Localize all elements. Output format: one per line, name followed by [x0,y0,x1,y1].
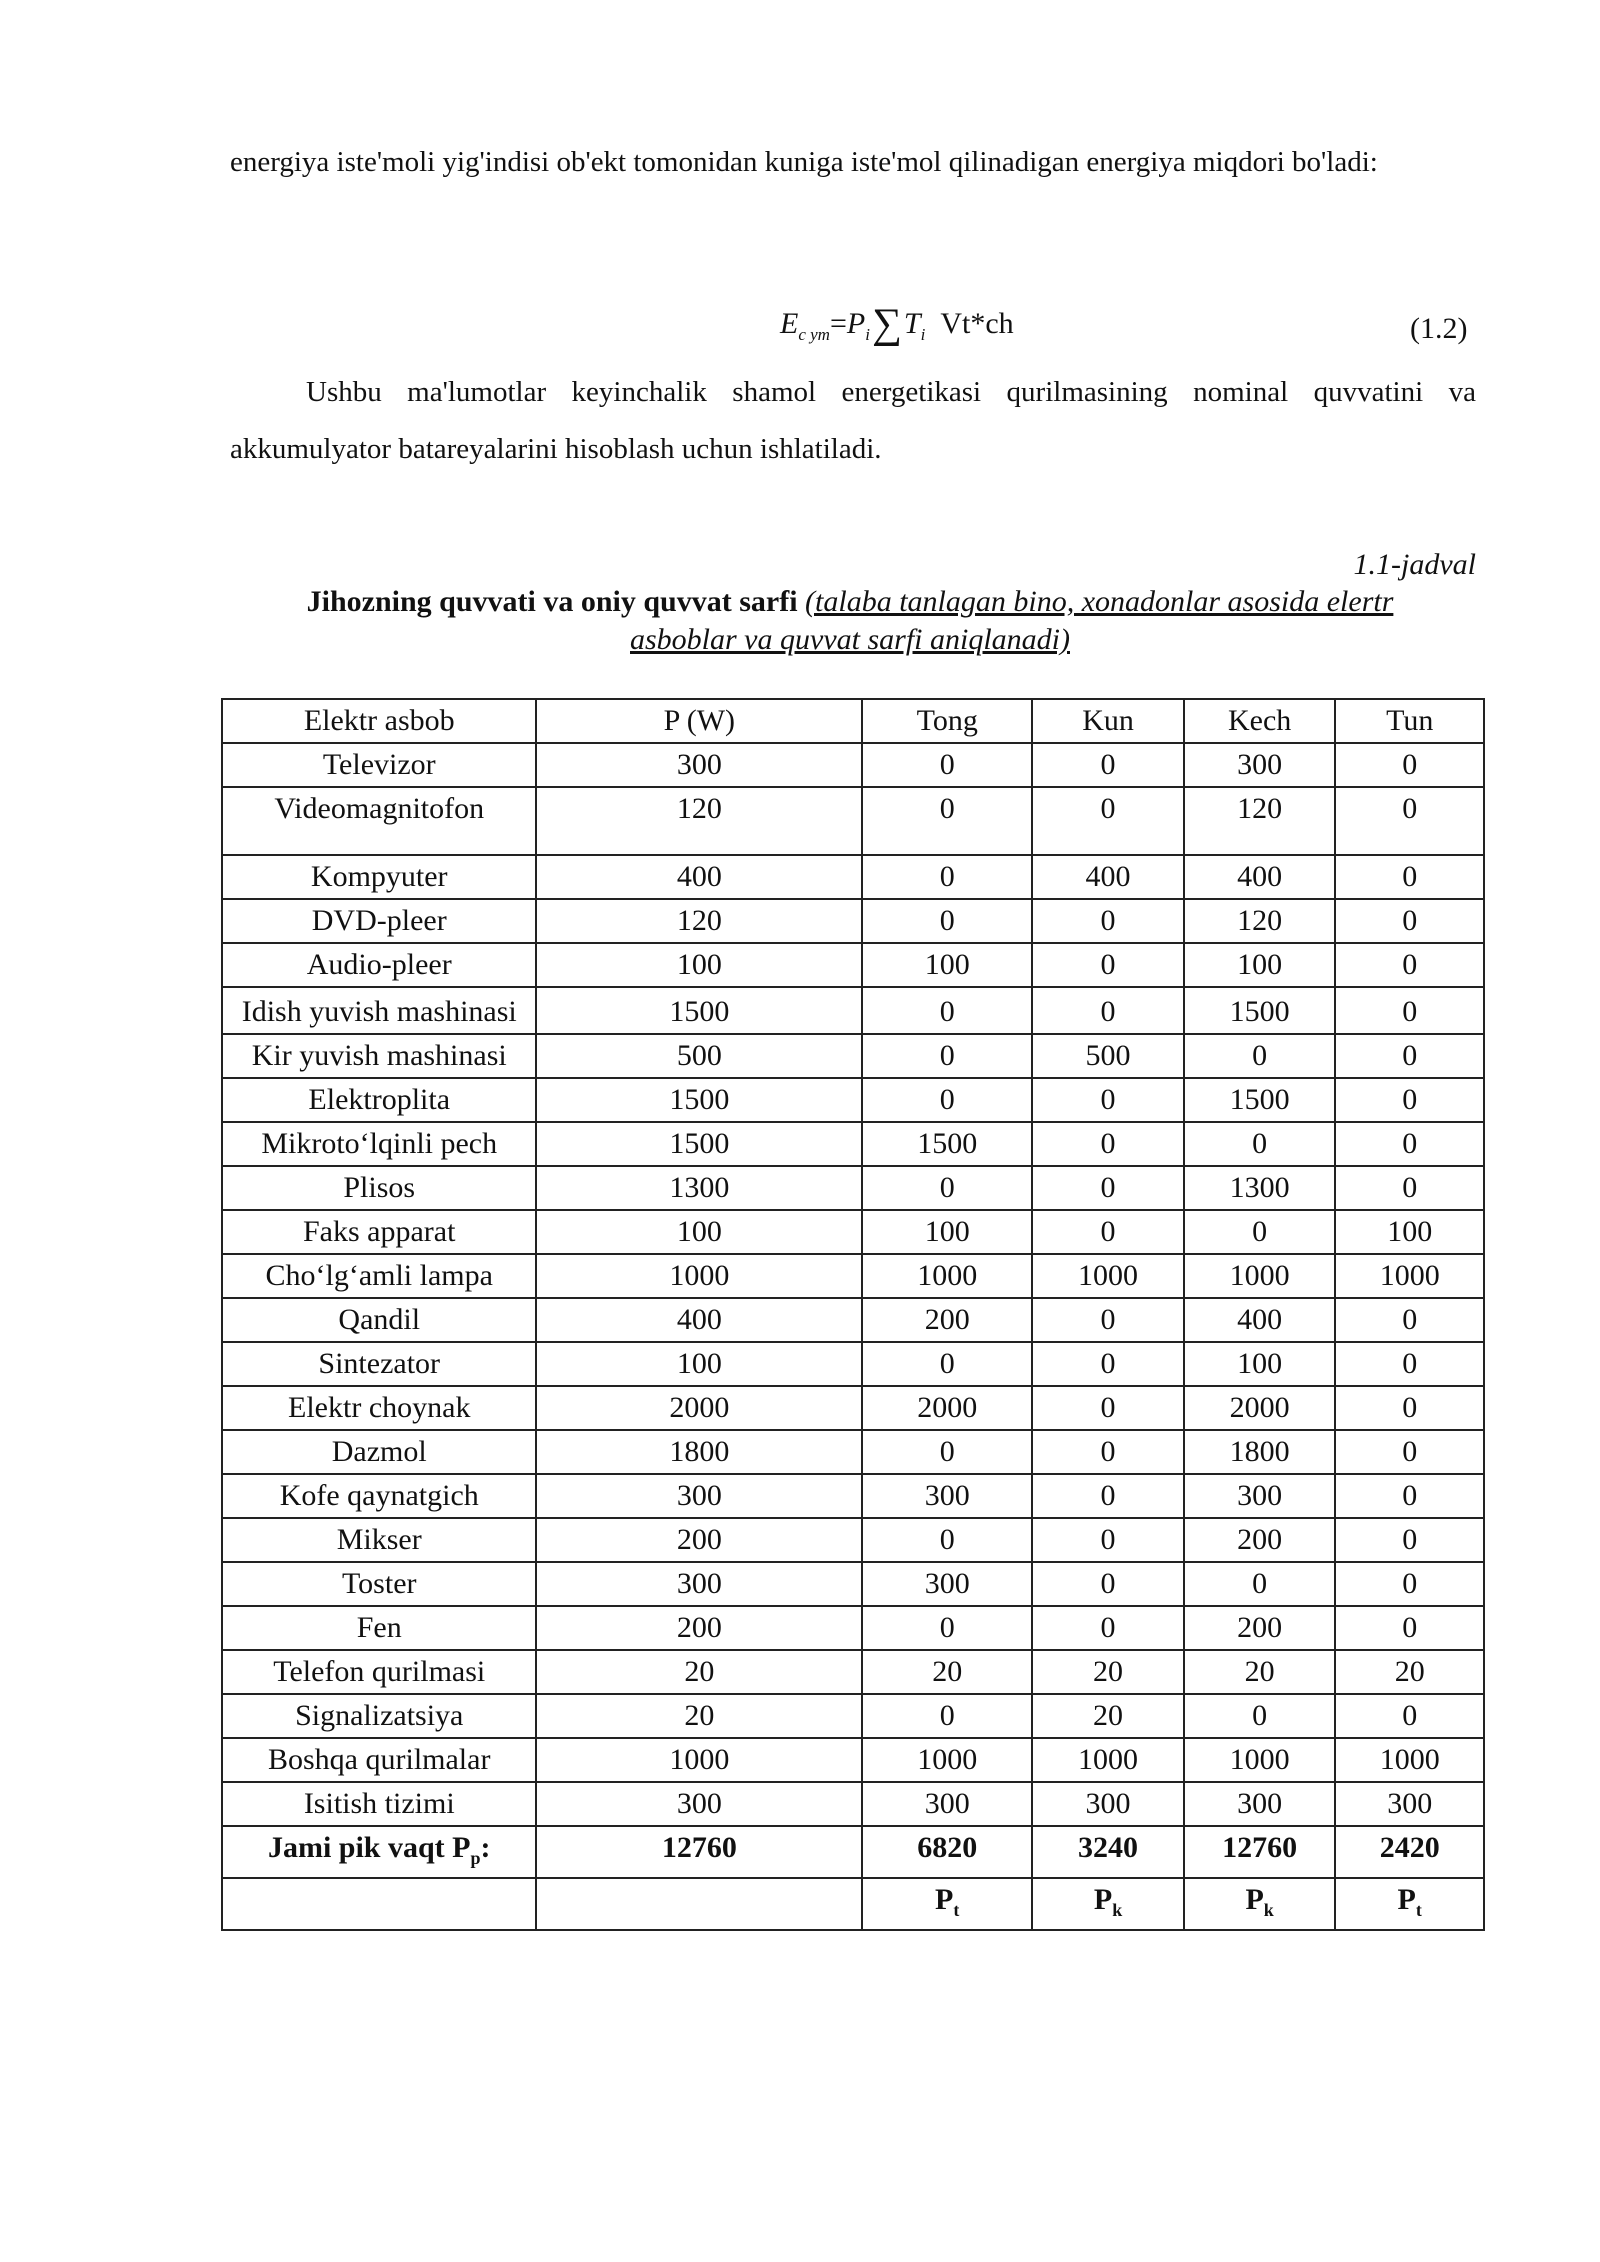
cell-power: 1300 [536,1166,862,1210]
total-morning: 6820 [862,1826,1032,1878]
cell-morning: 300 [862,1782,1032,1826]
cell-night: 0 [1335,1034,1484,1078]
cell-evening: 0 [1184,1210,1336,1254]
cell-night: 0 [1335,899,1484,943]
formula-t-subscript: i [920,325,926,344]
cell-evening: 100 [1184,943,1336,987]
table-row [222,1606,1484,1650]
header-morning: Tong [862,699,1032,743]
cell-appliance: Sintezator [222,1342,536,1386]
table-row [222,855,1484,899]
table-row [222,1166,1484,1210]
cell-power: 500 [536,1034,862,1078]
table-row [222,1342,1484,1386]
cell-day: 0 [1032,1298,1184,1342]
cell-appliance: Plisos [222,1166,536,1210]
cell-night: 1000 [1335,1738,1484,1782]
cell-night: 100 [1335,1210,1484,1254]
cell-evening: 120 [1184,787,1336,855]
table-row [222,1430,1484,1474]
cell-morning: 1000 [862,1254,1032,1298]
total-night: 2420 [1335,1826,1484,1878]
cell-day: 0 [1032,899,1184,943]
formula-e: E [780,307,799,340]
cell-power: 100 [536,1342,862,1386]
cell-morning: 0 [862,1034,1032,1078]
cell-night: 20 [1335,1650,1484,1694]
symbol-base: P [935,1883,954,1916]
cell-morning: 0 [862,1166,1032,1210]
header-power: P (W) [536,699,862,743]
cell-evening: 200 [1184,1606,1336,1650]
total-power: 12760 [536,1826,862,1878]
symbol-subscript: k [1263,1900,1274,1920]
formula-e-subscript: c ym [798,325,830,344]
cell-appliance: Mikser [222,1518,536,1562]
cell-evening: 100 [1184,1342,1336,1386]
cell-day: 0 [1032,943,1184,987]
cell-day: 20 [1032,1650,1184,1694]
cell-night: 0 [1335,1386,1484,1430]
table-row [222,1562,1484,1606]
total-label [222,1826,536,1878]
cell-power: 300 [536,1474,862,1518]
table-row [222,1386,1484,1430]
cell-evening: 0 [1184,1122,1336,1166]
cell-morning: 0 [862,1342,1032,1386]
cell-day: 500 [1032,1034,1184,1078]
total-evening: 12760 [1184,1826,1336,1878]
cell-evening: 20 [1184,1650,1336,1694]
table-row [222,1474,1484,1518]
cell-evening: 1000 [1184,1738,1336,1782]
caption-note: (talaba tanlagan bino, xonadonlar asosida elertr asboblar va quvvat sarfi aniqlanadi) [630,585,1394,656]
cell-night: 0 [1335,943,1484,987]
formula-unit: Vt*ch [940,307,1014,340]
cell-morning: 100 [862,1210,1032,1254]
symbol-night [1335,1878,1484,1930]
cell-morning: 100 [862,943,1032,987]
cell-morning: 300 [862,1474,1032,1518]
cell-appliance: Mikroto‘lqinli pech [222,1122,536,1166]
total-day: 3240 [1032,1826,1184,1878]
cell-evening: 0 [1184,1562,1336,1606]
cell-morning: 20 [862,1650,1032,1694]
cell-day: 0 [1032,1342,1184,1386]
symbol-base: P [1397,1883,1416,1916]
cell-power: 200 [536,1518,862,1562]
cell-power: 300 [536,743,862,787]
symbol-row [222,1878,1484,1930]
table-row [222,1650,1484,1694]
cell-appliance: Fen [222,1606,536,1650]
cell-night: 0 [1335,1298,1484,1342]
cell-evening: 400 [1184,855,1336,899]
usage-paragraph: Ushbu ma'lumotlar keyinchalik shamol energetikasi qurilmasining nominal quvvatini va akkumulyator batareyalarini hisoblash uchun ishlatiladi. [230,376,1476,465]
symbol-subscript: k [1112,1900,1123,1920]
cell-power: 400 [536,855,862,899]
symbol-base: P [1245,1883,1264,1916]
cell-day: 0 [1032,1210,1184,1254]
cell-appliance: Kir yuvish mashinasi [222,1034,536,1078]
table-row [222,1122,1484,1166]
cell-night: 0 [1335,787,1484,855]
cell-morning: 0 [862,1078,1032,1122]
cell-night: 0 [1335,1166,1484,1210]
cell-appliance: Audio-pleer [222,943,536,987]
cell-power: 120 [536,899,862,943]
symbol-empty-cell [222,1878,536,1930]
cell-day: 0 [1032,1166,1184,1210]
symbol-empty-cell [536,1878,862,1930]
cell-morning: 0 [862,1606,1032,1650]
cell-power: 300 [536,1562,862,1606]
table-row [222,987,1484,1034]
cell-morning: 0 [862,855,1032,899]
cell-night: 300 [1335,1782,1484,1826]
cell-morning: 1000 [862,1738,1032,1782]
table-row [222,899,1484,943]
table-row [222,1298,1484,1342]
caption-title: Jihozning quvvati va oniy quvvat sarfi [306,585,798,618]
symbol-morning [862,1878,1032,1930]
cell-morning: 0 [862,1430,1032,1474]
total-row [222,1826,1484,1878]
cell-morning: 1500 [862,1122,1032,1166]
table-row [222,1518,1484,1562]
cell-power: 20 [536,1650,862,1694]
cell-morning: 0 [862,787,1032,855]
cell-evening: 1300 [1184,1166,1336,1210]
cell-day: 300 [1032,1782,1184,1826]
cell-evening: 300 [1184,743,1336,787]
table-row [222,1210,1484,1254]
table-row [222,1034,1484,1078]
cell-day: 0 [1032,987,1184,1034]
equation-number: (1.2) [1410,312,1468,345]
cell-day: 20 [1032,1694,1184,1738]
cell-day: 0 [1032,1474,1184,1518]
cell-appliance: Boshqa qurilmalar [222,1738,536,1782]
cell-appliance: Kofe qaynatgich [222,1474,536,1518]
symbol-evening [1184,1878,1336,1930]
cell-morning: 0 [862,899,1032,943]
cell-morning: 0 [862,1694,1032,1738]
cell-power: 1000 [536,1738,862,1782]
cell-day: 0 [1032,1078,1184,1122]
cell-night: 0 [1335,1342,1484,1386]
table-row [222,1078,1484,1122]
cell-appliance: Signalizatsiya [222,1694,536,1738]
cell-morning: 0 [862,1518,1032,1562]
cell-power: 1500 [536,1078,862,1122]
table-row [222,1254,1484,1298]
cell-day: 0 [1032,1430,1184,1474]
cell-appliance: Videomagnitofon [222,787,536,855]
table-row [222,1738,1484,1782]
cell-appliance: Isitish tizimi [222,1782,536,1826]
cell-evening: 0 [1184,1034,1336,1078]
header-appliance: Elektr asbob [222,699,536,743]
cell-power: 200 [536,1606,862,1650]
cell-power: 120 [536,787,862,855]
cell-appliance: DVD-pleer [222,899,536,943]
cell-evening: 0 [1184,1694,1336,1738]
formula-equals: = [829,307,847,340]
cell-power: 1800 [536,1430,862,1474]
symbol-subscript: t [953,1900,960,1920]
table-row [222,1782,1484,1826]
formula-p: P [846,307,866,340]
cell-day: 0 [1032,1386,1184,1430]
cell-evening: 300 [1184,1782,1336,1826]
cell-evening: 200 [1184,1518,1336,1562]
table-caption [250,583,1450,659]
cell-power: 400 [536,1298,862,1342]
table-row [222,943,1484,987]
cell-night: 0 [1335,1430,1484,1474]
cell-day: 0 [1032,1562,1184,1606]
table-header-row [222,699,1484,743]
cell-evening: 2000 [1184,1386,1336,1430]
cell-day: 0 [1032,743,1184,787]
symbol-base: P [1093,1883,1113,1916]
table-row [222,743,1484,787]
intro-paragraph: energiya iste'moli yig'indisi ob'ekt tomonidan kuniga iste'mol qilinadigan energiya miqdori bo'ladi: [230,146,1378,178]
cell-appliance: Televizor [222,743,536,787]
cell-power: 20 [536,1694,862,1738]
cell-power: 2000 [536,1386,862,1430]
appliance-power-table [221,698,1485,1931]
cell-night: 0 [1335,743,1484,787]
symbol-subscript: t [1415,1900,1422,1920]
cell-day: 0 [1032,1122,1184,1166]
cell-evening: 300 [1184,1474,1336,1518]
cell-evening: 1800 [1184,1430,1336,1474]
header-day: Kun [1032,699,1184,743]
cell-night: 0 [1335,1474,1484,1518]
cell-appliance: Elektroplita [222,1078,536,1122]
cell-night: 0 [1335,1606,1484,1650]
cell-evening: 400 [1184,1298,1336,1342]
cell-appliance: Toster [222,1562,536,1606]
table-row [222,1694,1484,1738]
cell-day: 400 [1032,855,1184,899]
cell-power: 1500 [536,1122,862,1166]
cell-appliance: Elektr choynak [222,1386,536,1430]
cell-evening: 1500 [1184,1078,1336,1122]
symbol-day [1032,1878,1184,1930]
cell-night: 1000 [1335,1254,1484,1298]
cell-evening: 120 [1184,899,1336,943]
cell-power: 100 [536,943,862,987]
total-label-subscript: p [470,1848,481,1868]
header-evening: Kech [1184,699,1336,743]
total-label-suffix: : [480,1831,491,1864]
cell-evening: 1500 [1184,987,1336,1034]
cell-power: 100 [536,1210,862,1254]
formula-p-subscript: i [865,325,870,344]
cell-appliance: Faks apparat [222,1210,536,1254]
cell-morning: 2000 [862,1386,1032,1430]
cell-appliance: Idish yuvish mashinasi [222,987,536,1034]
table-reference: 1.1-jadval [1353,548,1476,581]
cell-appliance: Kompyuter [222,855,536,899]
cell-night: 0 [1335,1518,1484,1562]
cell-night: 0 [1335,1122,1484,1166]
cell-power: 300 [536,1782,862,1826]
cell-day: 0 [1032,1606,1184,1650]
cell-morning: 300 [862,1562,1032,1606]
cell-night: 0 [1335,1694,1484,1738]
cell-day: 1000 [1032,1738,1184,1782]
cell-morning: 0 [862,743,1032,787]
cell-night: 0 [1335,1562,1484,1606]
cell-day: 0 [1032,1518,1184,1562]
cell-day: 1000 [1032,1254,1184,1298]
cell-morning: 200 [862,1298,1032,1342]
cell-night: 0 [1335,855,1484,899]
cell-appliance: Telefon qurilmasi [222,1650,536,1694]
cell-appliance: Qandil [222,1298,536,1342]
total-label-text: Jami pik vaqt P [267,1831,471,1864]
header-night: Tun [1335,699,1484,743]
cell-day: 0 [1032,787,1184,855]
formula-t: T [903,307,921,340]
cell-evening: 1000 [1184,1254,1336,1298]
cell-night: 0 [1335,1078,1484,1122]
formula-sum-sign: ∑ [871,301,902,347]
cell-power: 1500 [536,987,862,1034]
cell-morning: 0 [862,987,1032,1034]
table-row [222,787,1484,855]
energy-formula [780,300,1014,348]
cell-appliance: Cho‘lg‘amli lampa [222,1254,536,1298]
cell-night: 0 [1335,987,1484,1034]
cell-power: 1000 [536,1254,862,1298]
cell-appliance: Dazmol [222,1430,536,1474]
